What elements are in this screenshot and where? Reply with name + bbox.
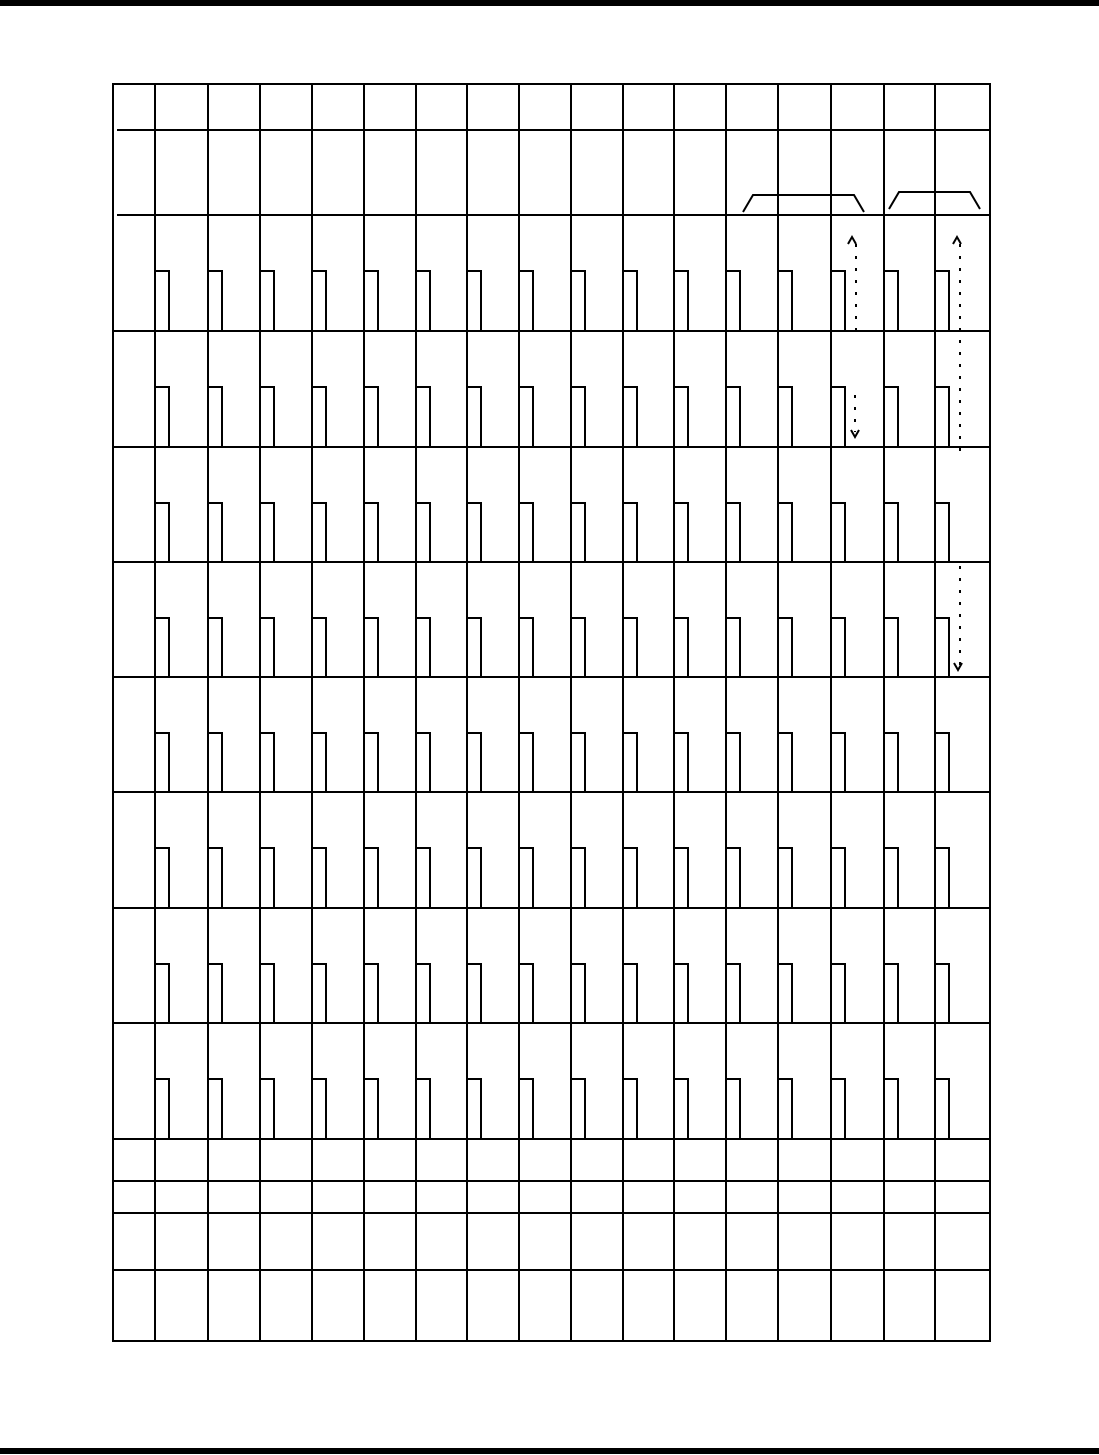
pulse: [416, 618, 430, 677]
pulse: [674, 271, 688, 331]
pulse-waveforms: [155, 271, 949, 1139]
pulse: [467, 733, 481, 792]
pulse: [208, 964, 222, 1023]
pulse: [884, 503, 898, 562]
pulse: [519, 848, 533, 908]
pulse: [674, 964, 688, 1023]
arrow-up-icon: [848, 237, 856, 244]
pulse: [935, 964, 949, 1023]
pulse: [260, 964, 274, 1023]
pulse: [208, 1079, 222, 1139]
pulse: [571, 848, 585, 908]
pulse: [726, 848, 740, 908]
pulse: [674, 503, 688, 562]
pulse: [831, 271, 845, 331]
pulse: [831, 848, 845, 908]
pulse: [623, 848, 637, 908]
pulse: [778, 387, 792, 447]
pulse: [623, 618, 637, 677]
pulse: [260, 618, 274, 677]
pulse: [155, 503, 169, 562]
pulse: [623, 733, 637, 792]
pulse: [416, 271, 430, 331]
pulse: [467, 503, 481, 562]
pulse: [674, 618, 688, 677]
pulse: [778, 848, 792, 908]
pulse: [364, 271, 378, 331]
pulse: [831, 1079, 845, 1139]
pulse: [208, 848, 222, 908]
pulse: [778, 1079, 792, 1139]
pulse: [935, 848, 949, 908]
pulse: [571, 387, 585, 447]
pulse: [364, 503, 378, 562]
pulse: [623, 503, 637, 562]
pulse: [155, 387, 169, 447]
pulse: [208, 618, 222, 677]
pulse: [155, 733, 169, 792]
pulse: [312, 618, 326, 677]
pulse: [884, 733, 898, 792]
pulse: [519, 618, 533, 677]
pulse: [208, 733, 222, 792]
pulse: [935, 503, 949, 562]
pulse: [831, 733, 845, 792]
pulse: [935, 387, 949, 447]
pulse: [312, 964, 326, 1023]
pulse: [364, 964, 378, 1023]
pulse: [208, 271, 222, 331]
pulse: [155, 848, 169, 908]
pulse: [884, 848, 898, 908]
pulse: [416, 733, 430, 792]
pulse: [935, 733, 949, 792]
pulse: [674, 1079, 688, 1139]
pulse: [519, 1079, 533, 1139]
pulse: [623, 1079, 637, 1139]
pulse: [831, 387, 845, 447]
pulse: [260, 733, 274, 792]
pulse: [208, 503, 222, 562]
pulse: [467, 848, 481, 908]
pulse: [260, 387, 274, 447]
pulse: [467, 618, 481, 677]
pulse: [726, 387, 740, 447]
pulse: [519, 964, 533, 1023]
pulse: [364, 733, 378, 792]
pulse: [519, 387, 533, 447]
pulse: [884, 1079, 898, 1139]
pulse: [519, 271, 533, 331]
pulse: [467, 964, 481, 1023]
pulse: [935, 618, 949, 677]
pulse: [726, 503, 740, 562]
arrow-down-icon: [954, 663, 962, 670]
pulse: [364, 387, 378, 447]
pulse: [778, 271, 792, 331]
pulse: [155, 618, 169, 677]
pulse: [778, 964, 792, 1023]
bracket: [743, 195, 864, 212]
pulse: [831, 618, 845, 677]
bottom-rule: [0, 1448, 1099, 1454]
pulse: [416, 1079, 430, 1139]
pulse: [571, 503, 585, 562]
pulse: [364, 848, 378, 908]
pulse: [416, 503, 430, 562]
pulse: [623, 964, 637, 1023]
pulse: [831, 964, 845, 1023]
pulse: [416, 387, 430, 447]
pulse: [312, 387, 326, 447]
pulse: [935, 271, 949, 331]
pulse: [726, 733, 740, 792]
table-grid: [113, 84, 990, 1341]
pulse: [726, 271, 740, 331]
arrow-up-icon: [953, 237, 961, 244]
pulse: [260, 848, 274, 908]
pulse: [623, 387, 637, 447]
pulse: [935, 1079, 949, 1139]
pulse: [467, 387, 481, 447]
pulse: [260, 271, 274, 331]
pulse: [778, 618, 792, 677]
pulse: [208, 387, 222, 447]
pulse: [467, 1079, 481, 1139]
pulse: [312, 271, 326, 331]
pulse: [884, 271, 898, 331]
pulse: [312, 1079, 326, 1139]
pulse: [884, 387, 898, 447]
pulse: [467, 271, 481, 331]
pulse: [571, 618, 585, 677]
pulse: [884, 618, 898, 677]
table-border: [113, 84, 990, 1341]
pulse: [726, 964, 740, 1023]
pulse: [571, 733, 585, 792]
pulse: [364, 1079, 378, 1139]
pulse: [260, 1079, 274, 1139]
pulse: [674, 733, 688, 792]
pulse: [884, 964, 898, 1023]
pulse: [416, 848, 430, 908]
pulse: [571, 1079, 585, 1139]
pulse: [155, 964, 169, 1023]
pulse: [831, 503, 845, 562]
pulse: [778, 503, 792, 562]
pulse: [155, 271, 169, 331]
pulse: [260, 503, 274, 562]
pulse: [571, 271, 585, 331]
pulse: [778, 733, 792, 792]
pulse: [571, 964, 585, 1023]
pulse: [674, 848, 688, 908]
pulse: [312, 733, 326, 792]
pulse: [416, 964, 430, 1023]
pulse: [623, 271, 637, 331]
pulse: [519, 733, 533, 792]
pulse: [312, 848, 326, 908]
pulse: [519, 503, 533, 562]
pulse: [155, 1079, 169, 1139]
pulse: [364, 618, 378, 677]
pulse: [312, 503, 326, 562]
pulse: [726, 1079, 740, 1139]
pulse: [726, 618, 740, 677]
pulse: [674, 387, 688, 447]
